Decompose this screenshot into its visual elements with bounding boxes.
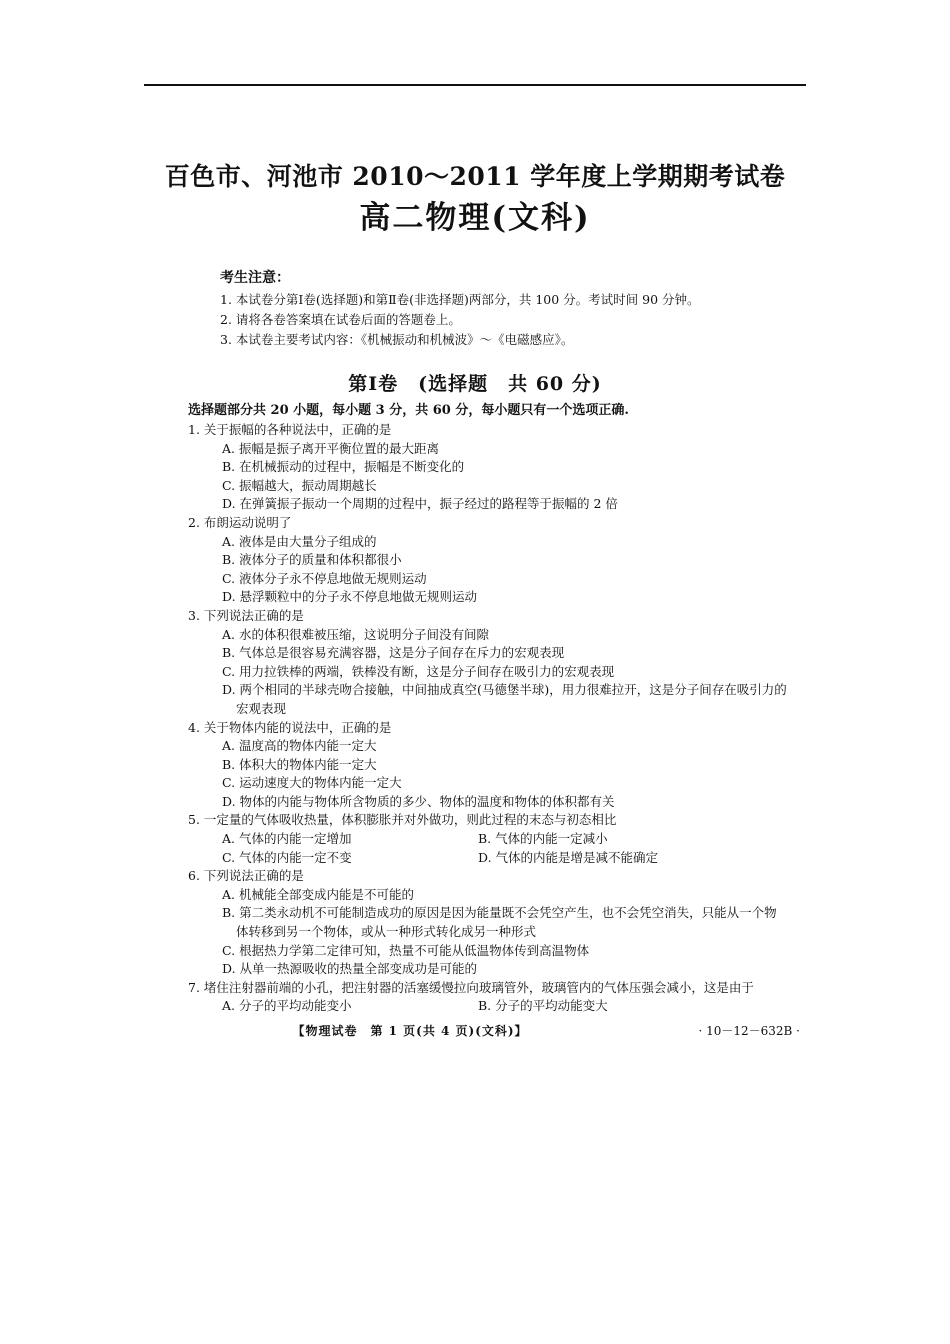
option: D. 从单一热源吸收的热量全部变成功是可能的 bbox=[222, 961, 478, 977]
option: A. 分子的平均动能变小 bbox=[222, 998, 352, 1014]
section-title: 第Ⅰ卷 (选择题 共 60 分) bbox=[348, 373, 602, 395]
option: C. 用力拉铁棒的两端，铁棒没有断，这是分子间存在吸引力的宏观表现 bbox=[222, 663, 615, 679]
section-intro: 选择题部分共 20 小题，每小题 3 分，共 60 分，每小题只有一个选项正确. bbox=[188, 403, 629, 418]
question-stem: 6. 下列说法正确的是 bbox=[188, 868, 304, 884]
option: B. 气体的内能一定减小 bbox=[478, 831, 608, 847]
option: A. 温度高的物体内能一定大 bbox=[222, 738, 377, 754]
question bbox=[188, 867, 788, 979]
option: B. 气体总是很容易充满容器，这是分子间存在斥力的宏观表现 bbox=[222, 645, 565, 661]
question-stem: 4. 关于物体内能的说法中，正确的是 bbox=[188, 719, 392, 735]
option: D. 悬浮颗粒中的分子永不停息地做无规则运动 bbox=[222, 589, 478, 605]
option: D. 气体的内能是增是减不能确定 bbox=[478, 849, 659, 865]
notice-item: 2. 请将各卷答案填在试卷后面的答题卷上。 bbox=[220, 312, 461, 327]
option-row bbox=[188, 997, 788, 1016]
option: D. 物体的内能与物体所含物质的多少、物体的温度和物体的体积都有关 bbox=[222, 793, 615, 809]
question bbox=[188, 607, 788, 719]
notice-item: 1. 本试卷分第Ⅰ卷(选择题)和第Ⅱ卷(非选择题)两部分，共 100 分。考试时间 90 分钟。 bbox=[220, 292, 700, 307]
option: A. 振幅是振子离开平衡位置的最大距离 bbox=[222, 440, 439, 456]
question-list bbox=[188, 421, 788, 1016]
option-row bbox=[188, 849, 788, 868]
option: A. 机械能全部变成内能是不可能的 bbox=[222, 886, 414, 902]
question-stem: 1. 关于振幅的各种说法中，正确的是 bbox=[188, 422, 392, 437]
option: C. 运动速度大的物体内能一定大 bbox=[222, 775, 402, 791]
question bbox=[188, 719, 788, 812]
option-row bbox=[188, 830, 788, 849]
question-stem: 7. 堵住注射器前端的小孔，把注射器的活塞缓慢拉向玻璃管外，玻璃管内的气体压强会减小，这是由于 bbox=[188, 979, 754, 995]
option: B. 第二类永动机不可能制造成功的原因是因为能量既不会凭空产生，也不会凭空消失，只能从一个物体转移到另一个物体，或从一种形式转化成另一种形式 bbox=[222, 905, 777, 940]
question bbox=[188, 421, 788, 514]
page-label: 【物理试卷 第 1 页(共 4 页)(文科)】 bbox=[292, 1024, 528, 1038]
option: C. 液体分子永不停息地做无规则运动 bbox=[222, 570, 427, 586]
option: B. 分子的平均动能变大 bbox=[478, 998, 608, 1014]
top-rule bbox=[144, 84, 806, 86]
option: C. 根据热力学第二定律可知，热量不可能从低温物体传到高温物体 bbox=[222, 942, 590, 958]
option: A. 气体的内能一定增加 bbox=[222, 831, 352, 847]
exam-subject-title: 高二物理(文科) bbox=[359, 200, 591, 236]
option: D. 在弹簧振子振动一个周期的过程中，振子经过的路程等于振幅的 2 倍 bbox=[222, 496, 618, 512]
option: A. 水的体积很难被压缩，这说明分子间没有间隙 bbox=[222, 626, 489, 642]
option: A. 液体是由大量分子组成的 bbox=[222, 533, 377, 549]
notice-heading: 考生注意： bbox=[220, 270, 290, 286]
option: B. 在机械振动的过程中，振幅是不断变化的 bbox=[222, 459, 465, 475]
question-stem: 2. 布朗运动说明了 bbox=[188, 514, 292, 530]
option: B. 液体分子的质量和体积都很小 bbox=[222, 552, 402, 568]
notice-item: 3. 本试卷主要考试内容：《机械振动和机械波》～《电磁感应》。 bbox=[220, 332, 574, 347]
question-stem: 5. 一定量的气体吸收热量，体积膨胀并对外做功，则此过程的末态与初态相比 bbox=[188, 812, 617, 828]
question bbox=[188, 979, 788, 1016]
option: C. 气体的内能一定不变 bbox=[222, 849, 352, 865]
candidate-notice bbox=[220, 268, 780, 350]
question bbox=[188, 514, 788, 607]
option: C. 振幅越大，振动周期越长 bbox=[222, 477, 377, 493]
question-stem: 3. 下列说法正确的是 bbox=[188, 607, 304, 623]
exam-title: 百色市、河池市 2010～2011 学年度上学期期考试卷 bbox=[164, 162, 786, 191]
exam-code: · 10－12－632B · bbox=[698, 1024, 800, 1038]
option: B. 体积大的物体内能一定大 bbox=[222, 756, 377, 772]
question bbox=[188, 811, 788, 867]
option: D. 两个相同的半球壳吻合接触，中间抽成真空(马德堡半球)，用力很难拉开，这是分子间存在吸引力的宏观表现 bbox=[222, 682, 787, 716]
